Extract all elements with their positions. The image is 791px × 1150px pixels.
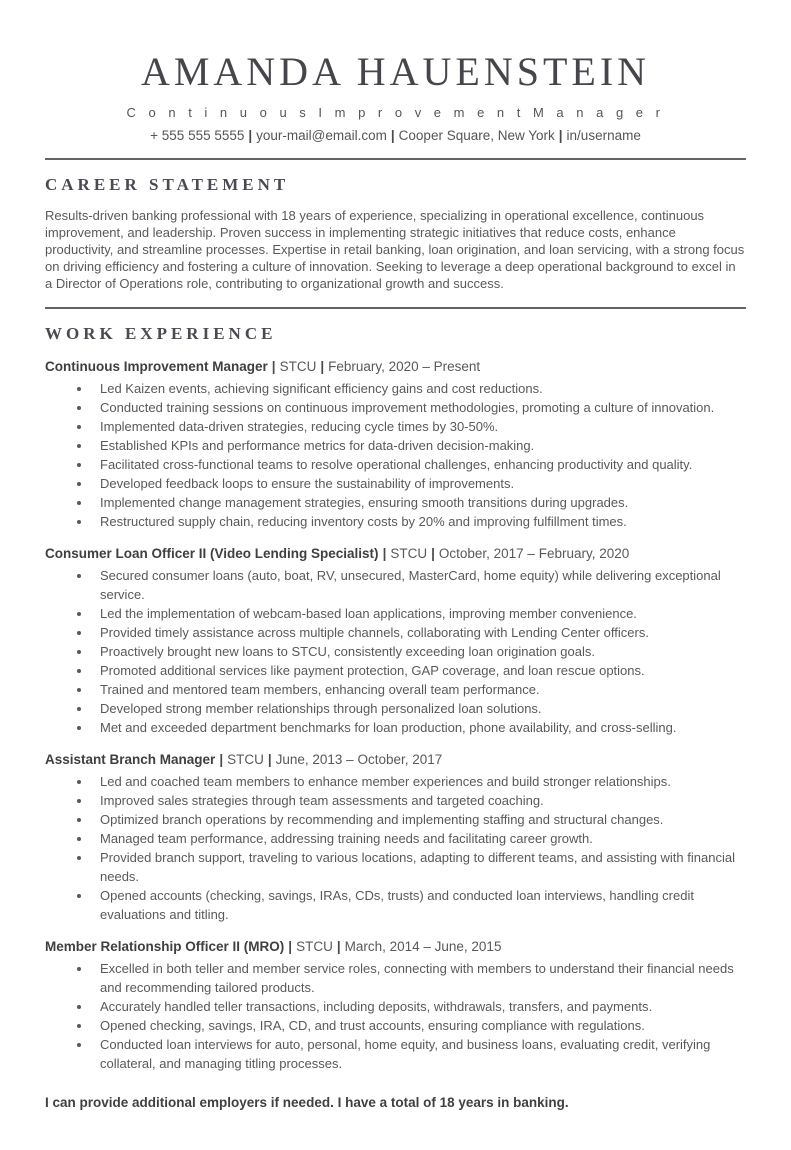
job-bullet: • Facilitated cross-functional teams to resolve operational challenges, enhancing productivity and quality.: [92, 455, 746, 474]
job-bullet: • Managed team performance, addressing training needs and facilitating career growth.: [92, 829, 746, 848]
job-bullet: • Opened checking, savings, IRA, CD, and trust accounts, ensuring compliance with regulations.: [92, 1016, 746, 1035]
job-bullet: • Secured consumer loans (auto, boat, RV, unsecured, MasterCard, home equity) while delivering exceptional service.: [92, 566, 746, 604]
job-bullet: • Led and coached team members to enhance member experiences and build stronger relationships.: [92, 772, 746, 791]
pipe-separator: |: [558, 128, 563, 143]
job-bullet: • Accurately handled teller transactions, including deposits, withdrawals, transfers, and payments.: [92, 997, 746, 1016]
job-entry: [45, 359, 746, 531]
candidate-title: C o n t i n u o u s I m p r o v e m e n t M a n a g e r: [126, 105, 665, 120]
pipe-separator: |: [390, 128, 395, 143]
pipe-separator: |: [267, 752, 272, 767]
pipe-separator: |: [431, 546, 435, 561]
job-bullet: • Met and exceeded department benchmarks for loan production, phone availability, and cross-selling.: [92, 718, 746, 737]
job-bullet: • Developed strong member relationships through personalized loan solutions.: [92, 699, 746, 718]
job-bullet: • Excelled in both teller and member service roles, connecting with members to understand their financial needs and recommending tailored products.: [92, 959, 746, 997]
resume-header: [45, 50, 746, 143]
job-title: Consumer Loan Officer II (Video Lending Specialist): [45, 546, 379, 561]
job-title: Continuous Improvement Manager: [45, 359, 268, 374]
job-dates: October, 2017 – February, 2020: [438, 546, 630, 561]
pipe-separator: |: [271, 359, 276, 374]
job-entry: [45, 939, 746, 1073]
job-dates: June, 2013 – October, 2017: [275, 752, 443, 767]
pipe-separator: |: [248, 128, 253, 143]
pipe-separator: |: [219, 752, 224, 767]
job-heading: [45, 939, 746, 954]
job-title: Member Relationship Officer II (MRO): [45, 939, 285, 954]
header-divider: [45, 158, 746, 160]
job-bullet: • Opened accounts (checking, savings, IRAs, CDs, trusts) and conducted loan interviews, handling credit evaluations and titling.: [92, 886, 746, 924]
job-title: Assistant Branch Manager: [45, 752, 216, 767]
job-heading: [45, 752, 746, 767]
job-bullet: • Trained and mentored team members, enhancing overall team performance.: [92, 680, 746, 699]
work-experience-heading: WORK EXPERIENCE: [45, 324, 277, 343]
additional-employers-note: I can provide additional employers if needed. I have a total of 18 years in banking.: [45, 1095, 569, 1110]
pipe-separator: |: [288, 939, 293, 954]
job-bullets: [45, 379, 746, 531]
job-bullet: • Developed feedback loops to ensure the sustainability of improvements.: [92, 474, 746, 493]
work-experience-section: [45, 324, 746, 1110]
job-bullet: • Provided branch support, traveling to various locations, adapting to different teams, and assisting with financial needs.: [92, 848, 746, 886]
job-bullet: • Led Kaizen events, achieving significant efficiency gains and cost reductions.: [92, 379, 746, 398]
contact-email: your-mail@email.com: [256, 128, 387, 143]
candidate-name: AMANDA HAUENSTEIN: [140, 49, 651, 94]
career-statement-section: [45, 175, 746, 292]
section-divider: [45, 307, 746, 309]
job-entry: [45, 752, 746, 924]
contact-phone: + 555 555 5555: [150, 128, 245, 143]
job-bullet: • Proactively brought new loans to STCU, consistently exceeding loan origination goals.: [92, 642, 746, 661]
contact-location: Cooper Square, New York: [398, 128, 555, 143]
job-bullet: • Improved sales strategies through team assessments and targeted coaching.: [92, 791, 746, 810]
pipe-separator: |: [320, 359, 325, 374]
jobs-list: [45, 359, 746, 1073]
job-bullet: • Restructured supply chain, reducing inventory costs by 20% and improving fulfillment times.: [92, 512, 746, 531]
job-company: STCU: [390, 546, 428, 561]
job-bullet: • Provided timely assistance across multiple channels, collaborating with Lending Center officers.: [92, 623, 746, 642]
job-bullet: • Implemented change management strategies, ensuring smooth transitions during upgrades.: [92, 493, 746, 512]
job-company: STCU: [296, 939, 333, 954]
job-heading: [45, 546, 746, 561]
job-dates: March, 2014 – June, 2015: [344, 939, 502, 954]
contact-line: [45, 128, 746, 143]
pipe-separator: |: [336, 939, 341, 954]
job-bullets: [45, 566, 746, 737]
job-bullet: • Implemented data-driven strategies, reducing cycle times by 30-50%.: [92, 417, 746, 436]
contact-linkedin: in/username: [566, 128, 641, 143]
job-bullet: • Promoted additional services like payment protection, GAP coverage, and loan rescue options.: [92, 661, 746, 680]
job-bullets: [45, 772, 746, 924]
job-company: STCU: [227, 752, 264, 767]
job-heading: [45, 359, 746, 374]
job-entry: [45, 546, 746, 737]
job-bullets: [45, 959, 746, 1073]
job-bullet: • Led the implementation of webcam-based loan applications, improving member convenience.: [92, 604, 746, 623]
job-bullet: • Conducted training sessions on continuous improvement methodologies, promoting a culture of innovation.: [92, 398, 746, 417]
job-dates: February, 2020 – Present: [328, 359, 481, 374]
job-bullet: • Optimized branch operations by recommending and implementing staffing and structural changes.: [92, 810, 746, 829]
job-bullet: • Established KPIs and performance metrics for data-driven decision-making.: [92, 436, 746, 455]
job-company: STCU: [279, 359, 317, 374]
pipe-separator: |: [382, 546, 387, 561]
career-statement-heading: CAREER STATEMENT: [45, 175, 290, 194]
career-statement-text: Results-driven banking professional with 18 years of experience, specializing in operational excellence, continuous improvement, and leadership. Proven success in implementing strategic initiatives that reduce costs, enhance productivity, and streamline processes. Expertise in retail banking, loan origination, and loan servicing, with a strong focus on driving efficiency and fostering a culture of innovation. Seeking to leverage a deep operational background to excel in a Director of Operations role, contributing to organizational growth and success.: [45, 208, 745, 291]
job-bullet: • Conducted loan interviews for auto, personal, home equity, and business loans, evaluating credit, verifying collateral, and managing titling processes.: [92, 1035, 746, 1073]
